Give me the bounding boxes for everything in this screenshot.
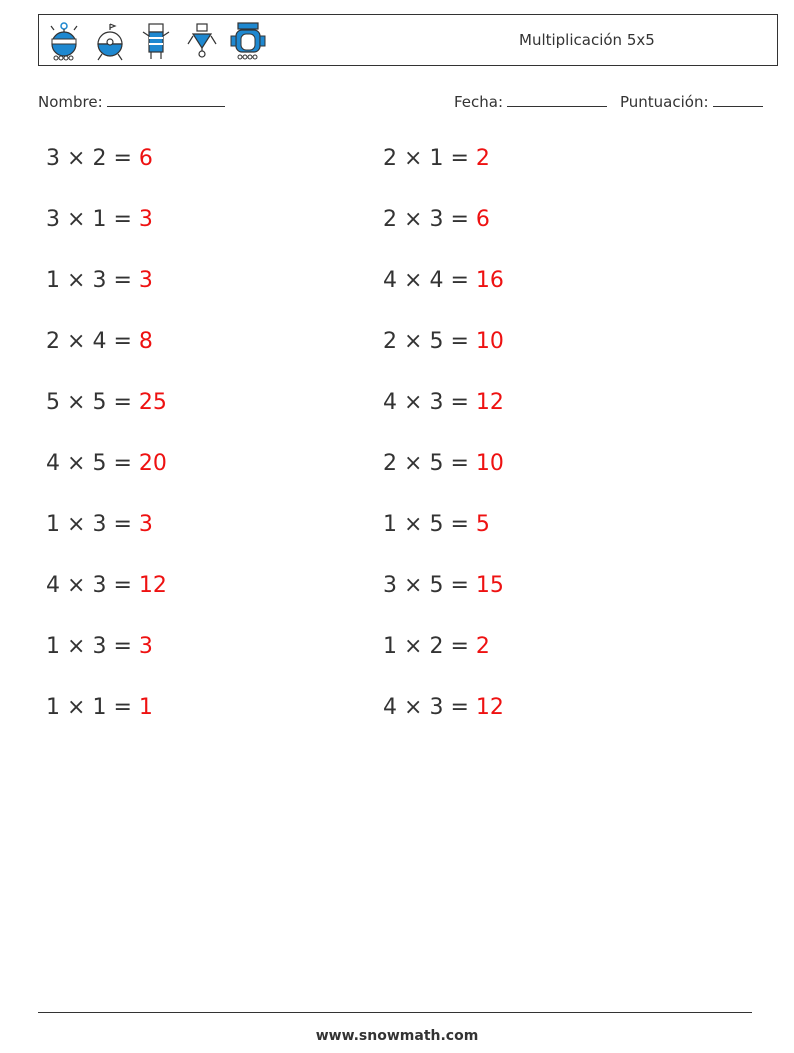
factor-b: 2 xyxy=(429,634,444,659)
answer: 6 xyxy=(138,146,153,171)
problem-right-7 xyxy=(383,512,490,537)
equals-sign: = xyxy=(113,634,132,659)
date-blank[interactable] xyxy=(507,92,607,107)
problem-left-1 xyxy=(46,146,153,171)
times-sign: × xyxy=(404,695,423,720)
equals-sign: = xyxy=(450,695,469,720)
times-sign: × xyxy=(67,634,86,659)
problem-right-4 xyxy=(383,329,504,354)
factor-a: 5 xyxy=(46,390,60,415)
factor-a: 2 xyxy=(383,329,397,354)
equals-sign: = xyxy=(450,390,469,415)
factor-b: 3 xyxy=(92,573,107,598)
times-sign: × xyxy=(67,695,86,720)
answer: 3 xyxy=(138,207,153,232)
equals-sign: = xyxy=(113,146,132,171)
footer-url: www.snowmath.com xyxy=(315,1028,479,1044)
factor-a: 4 xyxy=(46,451,60,476)
times-sign: × xyxy=(67,573,86,598)
times-sign: × xyxy=(67,329,86,354)
problem-right-6 xyxy=(383,451,504,476)
problem-left-6 xyxy=(46,451,167,476)
answer: 12 xyxy=(138,573,167,598)
equals-sign: = xyxy=(113,695,132,720)
name-blank[interactable] xyxy=(107,92,225,107)
times-sign: × xyxy=(404,329,423,354)
problem-left-5 xyxy=(46,390,167,415)
robot-icon-3 xyxy=(137,20,175,62)
factor-b: 5 xyxy=(92,451,107,476)
answer: 2 xyxy=(475,146,490,171)
answer: 10 xyxy=(475,329,504,354)
name-label: Nombre: xyxy=(38,93,103,111)
factor-b: 4 xyxy=(429,268,444,293)
robot-icon-1 xyxy=(45,20,83,62)
factor-a: 3 xyxy=(383,573,397,598)
factor-b: 3 xyxy=(92,512,107,537)
factor-a: 1 xyxy=(46,512,60,537)
times-sign: × xyxy=(404,207,423,232)
factor-b: 3 xyxy=(429,695,444,720)
answer: 25 xyxy=(138,390,167,415)
factor-b: 1 xyxy=(92,695,107,720)
equals-sign: = xyxy=(113,207,132,232)
worksheet-header xyxy=(38,14,778,66)
robot-icon-4 xyxy=(183,20,221,62)
problem-right-1 xyxy=(383,146,490,171)
equals-sign: = xyxy=(450,451,469,476)
equals-sign: = xyxy=(450,512,469,537)
equals-sign: = xyxy=(450,207,469,232)
times-sign: × xyxy=(404,512,423,537)
answer: 3 xyxy=(138,512,153,537)
answer: 20 xyxy=(138,451,167,476)
answer: 3 xyxy=(138,268,153,293)
times-sign: × xyxy=(67,390,86,415)
answer: 3 xyxy=(138,634,153,659)
factor-a: 1 xyxy=(46,268,60,293)
problem-left-4 xyxy=(46,329,153,354)
problem-left-10 xyxy=(46,695,153,720)
factor-a: 1 xyxy=(46,695,60,720)
equals-sign: = xyxy=(450,329,469,354)
equals-sign: = xyxy=(113,451,132,476)
times-sign: × xyxy=(67,512,86,537)
factor-a: 1 xyxy=(46,634,60,659)
answer: 10 xyxy=(475,451,504,476)
equals-sign: = xyxy=(450,573,469,598)
times-sign: × xyxy=(404,268,423,293)
score-blank[interactable] xyxy=(713,92,763,107)
factor-a: 2 xyxy=(383,207,397,232)
times-sign: × xyxy=(67,207,86,232)
factor-a: 4 xyxy=(46,573,60,598)
problem-right-3 xyxy=(383,268,504,293)
robot-icon-2 xyxy=(91,20,129,62)
date-field[interactable] xyxy=(454,92,607,111)
equals-sign: = xyxy=(113,573,132,598)
name-field[interactable] xyxy=(38,92,225,111)
factor-b: 5 xyxy=(92,390,107,415)
equals-sign: = xyxy=(113,512,132,537)
problem-right-8 xyxy=(383,573,504,598)
times-sign: × xyxy=(67,451,86,476)
factor-b: 3 xyxy=(92,634,107,659)
problem-right-9 xyxy=(383,634,490,659)
equals-sign: = xyxy=(450,146,469,171)
factor-b: 3 xyxy=(429,207,444,232)
problem-left-3 xyxy=(46,268,153,293)
answer: 16 xyxy=(475,268,504,293)
times-sign: × xyxy=(404,573,423,598)
factor-a: 1 xyxy=(383,512,397,537)
factor-b: 3 xyxy=(92,268,107,293)
factor-b: 5 xyxy=(429,329,444,354)
footer-divider xyxy=(38,1012,752,1013)
times-sign: × xyxy=(404,451,423,476)
problem-right-2 xyxy=(383,207,490,232)
answer: 5 xyxy=(475,512,490,537)
factor-a: 2 xyxy=(383,146,397,171)
answer: 12 xyxy=(475,390,504,415)
factor-b: 5 xyxy=(429,573,444,598)
factor-b: 3 xyxy=(429,390,444,415)
times-sign: × xyxy=(67,268,86,293)
factor-a: 4 xyxy=(383,695,397,720)
score-field[interactable] xyxy=(620,92,763,111)
factor-a: 3 xyxy=(46,146,60,171)
factor-a: 2 xyxy=(46,329,60,354)
problem-left-9 xyxy=(46,634,153,659)
times-sign: × xyxy=(67,146,86,171)
factor-b: 5 xyxy=(429,512,444,537)
times-sign: × xyxy=(404,390,423,415)
equals-sign: = xyxy=(450,634,469,659)
factor-a: 4 xyxy=(383,390,397,415)
worksheet-title: Multiplicación 5x5 xyxy=(519,31,655,49)
problem-left-8 xyxy=(46,573,167,598)
equals-sign: = xyxy=(113,390,132,415)
answer: 8 xyxy=(138,329,153,354)
answer: 2 xyxy=(475,634,490,659)
answer: 1 xyxy=(138,695,153,720)
factor-a: 3 xyxy=(46,207,60,232)
factor-b: 2 xyxy=(92,146,107,171)
equals-sign: = xyxy=(450,268,469,293)
factor-b: 5 xyxy=(429,451,444,476)
equals-sign: = xyxy=(113,329,132,354)
factor-a: 4 xyxy=(383,268,397,293)
factor-b: 1 xyxy=(429,146,444,171)
equals-sign: = xyxy=(113,268,132,293)
answer: 6 xyxy=(475,207,490,232)
answer: 15 xyxy=(475,573,504,598)
answer: 12 xyxy=(475,695,504,720)
robot-icon-5 xyxy=(229,20,267,62)
score-label: Puntuación: xyxy=(620,93,709,111)
problem-right-5 xyxy=(383,390,504,415)
factor-b: 1 xyxy=(92,207,107,232)
problem-right-10 xyxy=(383,695,504,720)
times-sign: × xyxy=(404,146,423,171)
date-label: Fecha: xyxy=(454,93,504,111)
factor-b: 4 xyxy=(92,329,107,354)
robot-icons xyxy=(45,20,267,62)
factor-a: 1 xyxy=(383,634,397,659)
problem-left-7 xyxy=(46,512,153,537)
times-sign: × xyxy=(404,634,423,659)
problem-left-2 xyxy=(46,207,153,232)
factor-a: 2 xyxy=(383,451,397,476)
